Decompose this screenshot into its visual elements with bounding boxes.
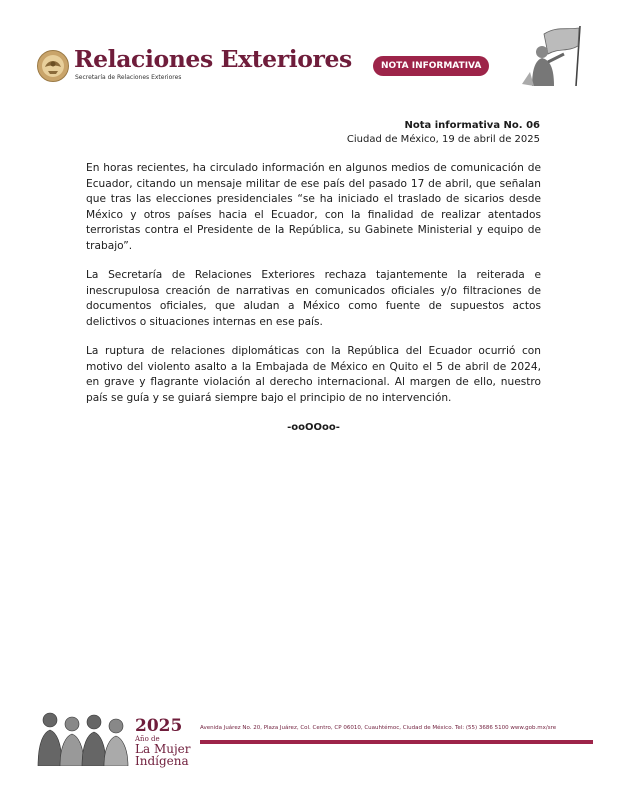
brand-title: Relaciones Exteriores bbox=[74, 45, 352, 73]
body-paragraph: La Secretaría de Relaciones Exteriores rechaza tajantemente la reiterada e inescrupulosa creación de narrativas en comunicados oficiales y/o filtraciones de documentos oficiales, que aludan a México como fuente de supuestos actos delictivos o situaciones internas en ese país. bbox=[86, 269, 541, 328]
note-body bbox=[86, 161, 541, 436]
year-line-1: La Mujer bbox=[135, 742, 191, 756]
note-place-date: Ciudad de México, 19 de abril de 2025 bbox=[346, 134, 540, 145]
brand-subtitle: Secretaría de Relaciones Exteriores bbox=[75, 74, 182, 81]
year-caption: Año de bbox=[135, 735, 160, 743]
closing-mark: -ooOOoo- bbox=[287, 422, 340, 433]
note-number: Nota informativa No. 06 bbox=[404, 120, 540, 131]
body-paragraph: La ruptura de relaciones diplomáticas con la República del Ecuador ocurrió con motivo del violento asalto a la Embajada de México en Quito el 5 de abril de 2024, en grave y flagrante violación al derecho internacional. Al margen de ello, nuestro país se guía y se guiará siempre bajo el principio de no intervención. bbox=[86, 345, 541, 404]
year-motto bbox=[135, 718, 195, 767]
indigenous-women-illustration-icon bbox=[36, 706, 132, 766]
footer-divider bbox=[200, 740, 593, 744]
document-header bbox=[0, 0, 624, 110]
nota-informativa-badge: NOTA INFORMATIVA bbox=[373, 56, 489, 76]
note-heading bbox=[347, 119, 540, 147]
footer-address: Avenida Juárez No. 20, Plaza Juárez, Col. Centro, CP 06010, Cuauhtémoc, Ciudad de México. Tel: (55) 3686 5100 www.gob.mx/sre bbox=[200, 725, 557, 731]
body-paragraph: En horas recientes, ha circulado información en algunos medios de comunicación de Ecuador, citando un mensaje militar de ese país del pasado 17 de abril, que señalan que tras las elecciones presidenciales “se ha iniciado el traslado de sicarios desde México y otros países hacia el Ecuador, con la finalidad de realizar atentados terroristas contra el Presidente de la República, su Gabinete Ministerial y equipo de trabajo”. bbox=[86, 162, 541, 252]
year-line-2: Indígena bbox=[135, 754, 189, 768]
flag-bearer-illustration-icon bbox=[518, 24, 590, 88]
year-number: 2025 bbox=[135, 716, 183, 736]
eagle-emblem-icon bbox=[36, 49, 70, 83]
document-footer bbox=[0, 700, 624, 803]
